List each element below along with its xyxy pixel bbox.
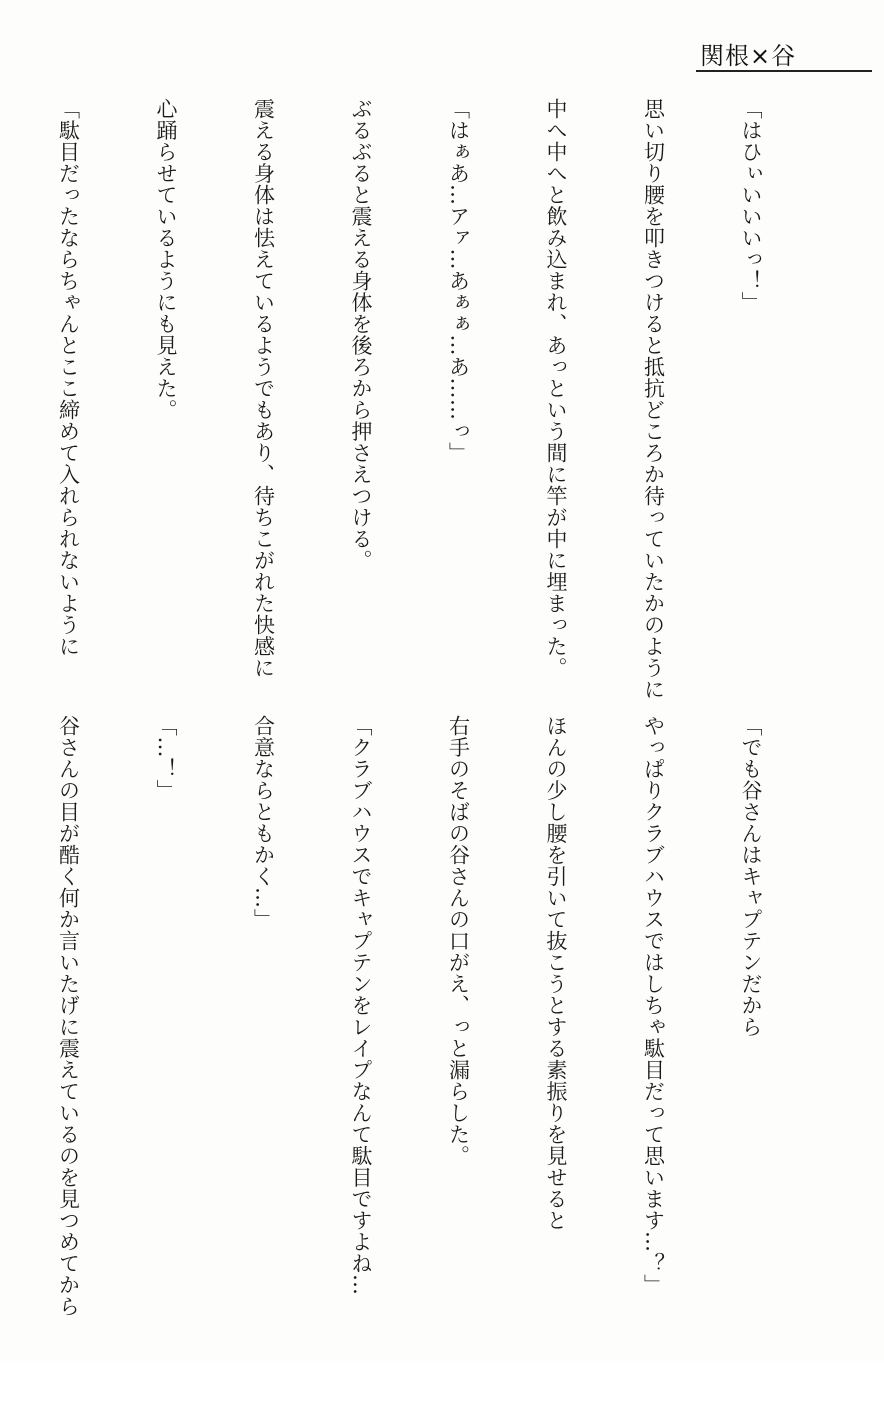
text-line: 谷さんの目が酷く何か言いたげに震えているのを見つめてから: [56, 715, 81, 1317]
text-line: 「はぁあ…アァ…あぁぁ…あ……っ」: [446, 98, 471, 464]
text-line: 「駄目だったならちゃんとここ締めて入れられないように: [56, 98, 81, 657]
text-line: 合意ならともかく…」: [251, 715, 276, 930]
text-line: 震える身体は怯えているようでもあり、待ちこがれた快感に: [251, 98, 276, 679]
text-line: ほんの少し腰を引いて抜こうとする素振りを見せると: [544, 715, 568, 1231]
text-line: 「はひぃいいいっ！」: [739, 98, 763, 313]
upper-text-block: [56, 98, 832, 700]
running-header: [696, 36, 876, 76]
header-rule: [696, 70, 872, 72]
text-line: 「でも谷さんはキャプテンだから: [739, 715, 763, 1038]
text-line: 「…！」: [154, 715, 178, 801]
lower-text-block: [32, 715, 832, 1317]
text-line: やっぱりクラブハウスではしちゃ駄目だって思います…？」: [641, 715, 666, 1296]
text-line: 思い切り腰を叩きつけると抵抗どころか待っていたかのように: [641, 98, 666, 700]
text-line: 中へ中へと飲み込まれ、あっという間に竿が中に埋まった。: [544, 98, 568, 679]
text-line: 心踊らせているようにも見えた。: [154, 98, 178, 421]
chapter-title: 関根×谷: [700, 42, 797, 70]
text-line: ぶるぶると震える身体を後ろから押さえつける。: [349, 98, 373, 571]
text-line: 右手のそばの谷さんの口がえ、っと漏らした。: [446, 715, 471, 1167]
text-line: 「クラブハウスでキャプテンをレイプなんて駄目ですよね…: [349, 715, 373, 1296]
